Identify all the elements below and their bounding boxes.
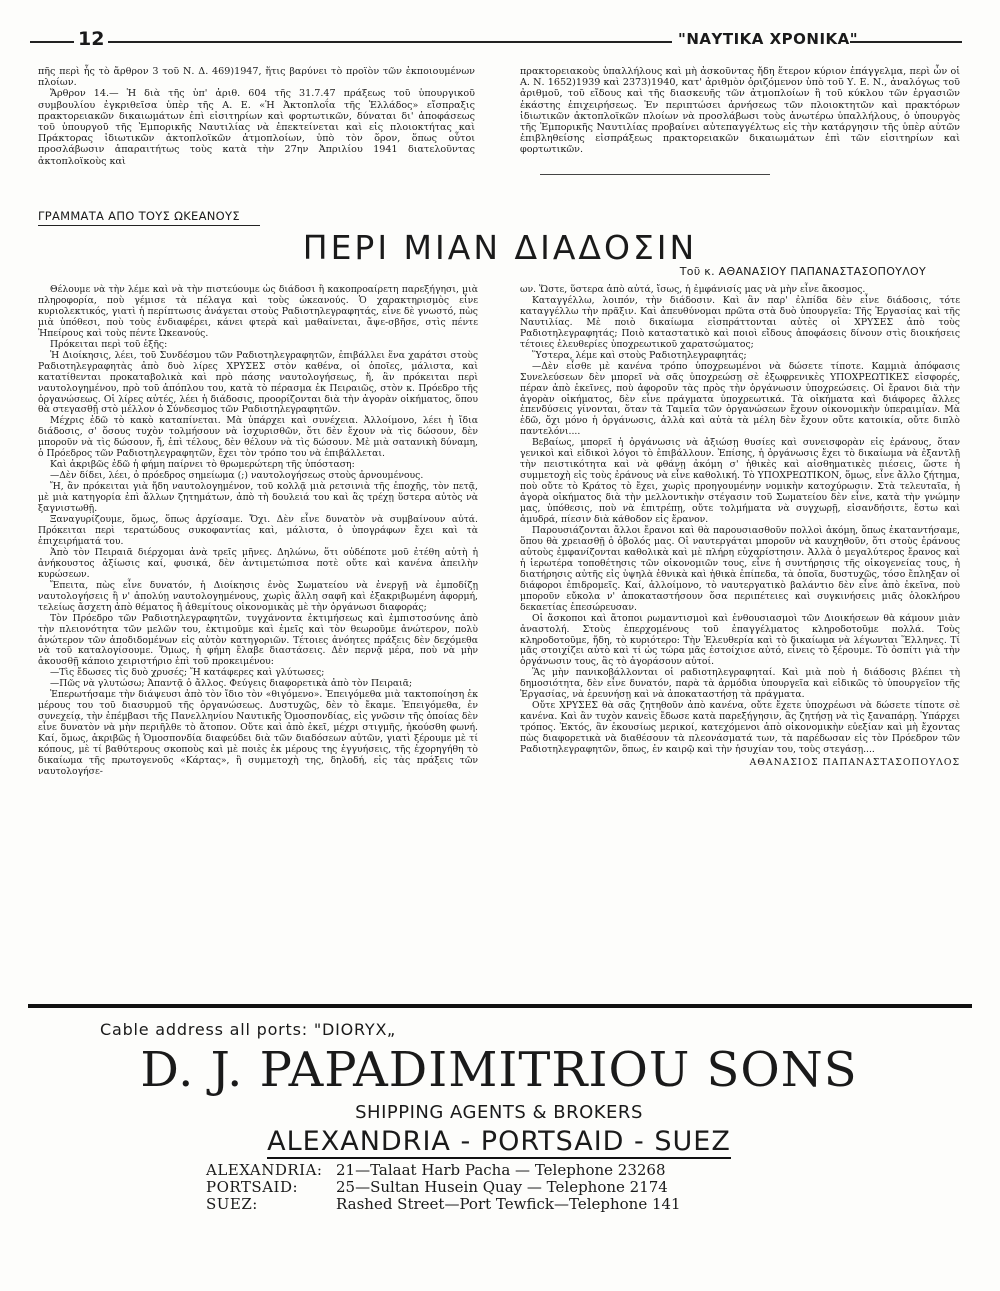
header-rule-middle xyxy=(108,41,672,43)
ad-ports xyxy=(38,1126,960,1157)
ad-address-row xyxy=(206,1196,681,1213)
article-end-rule xyxy=(540,174,770,175)
paragraph: πρακτορειακοὺς ὑπαλλήλους καὶ μὴ ἀσκοῦντας ἤδη ἕτερον κύριον ἐπάγγελμα, περὶ ὧν οἱ Α. Ν. 1652)1939 καὶ 2373)1940, κατ' ἀριθμὸν ὁριζόμενον ὑπὸ τοῦ Υ. Ε. Ν., ἀναλόγως τοῦ ἀριθμοῦ, τοῦ εἴδους καὶ τῆς διασκευῆς τῶν ἀτμοπλοίων ἢ τοῦ κύκλου τῶν ἐργασιῶν ἑκάστης ἐπιχειρήσεως. Ἐν περιπτώσει ἀρνήσεως τῶν πλοιοκτητῶν καὶ πρακτόρων ἰδιωτικῶν ἀκτοπλοϊκῶν πλοίων νὰ προσλάβωσι τοὺς ἀνωτέρω ὑπαλλήλους, ὁ ὑπουργὸς τῆς Ἐμπορικῆς Ναυτιλίας προβαίνει αὐτεπαγγέλτως εἰς τὴν κατάργησιν τῆς ὑπὲρ αὐτῶν ἐπιβληθείσης εἰσπράξεως πρακτορειακῶν δικαιωμάτων ἐπὶ τῶν εἰσιτηρίων καὶ φορτωτικῶν. xyxy=(520,66,960,156)
header-rule-left xyxy=(30,41,74,43)
ad-address: 21—Talaat Harb Pacha — Telephone 23268 xyxy=(336,1161,666,1179)
section-label-underline xyxy=(38,225,260,226)
paragraph: Βεβαίως, μπορεῖ ἡ ὀργάνωσις νὰ ἀξιώσῃ θυσίες καὶ συνεισφορὰν εἰς ἐράνους, ὅταν γενικοὶ καὶ εἰδικοὶ λόγοι τὸ ἐπιβάλλουν. Ἐπίσης, ἡ ὀργάνωσις ἔχει τὸ δικαίωμα νὰ ἐξαντλῇ τὴν πειστικότητα καὶ νὰ φθάνῃ ἀκόμη σ' ἠθικὲς καὶ αἰσθηματικὲς πιέσεις, ὥστε ἡ συμμετοχὴ εἰς τοὺς ἐράνους νὰ εἶνε καθολική. Τὸ ΥΠΟΧΡΕΩΤΙΚΟΝ, ὅμως, εἶνε ἄλλο ζήτημα, ποὺ οὔτε τὸ Κράτος τὸ ἔχει, χωρὶς προηγουμένην νομικὴν κατοχύρωσιν. Στὰ τελευταῖα, ἡ ἀγορὰ οἰκήματος διὰ τὴν μελλοντικὴν στέγασιν τοῦ Σωματείου δὲν εἶνε, κατὰ τὴν γνώμην μας, ὑπόθεσις, ποὺ νὰ ἐπιτρέπῃ, οὔτε τολμήματα νὰ συγχωρῇ, εἰσανδήσιτε, ἔστω καὶ ἀμυδρά, πίεσιν διὰ κάθοδον εἰς ἔρανον. xyxy=(520,437,960,526)
paragraph: Πρόκειται περὶ τοῦ ἑξῆς: xyxy=(50,338,168,350)
paragraph: Καταγγέλλω, λοιπόν, τὴν διάδοσιν. Καὶ ἂν παρ' ἐλπίδα δὲν εἶνε διάδοσις, τότε καταγγέλλω τὴν πρᾶξιν. Καὶ ἀπευθύνομαι πρῶτα στὰ δυὸ ὑπουργεῖα: Τῆς Ἐργασίας καὶ τῆς Ναυτιλίας. Μὲ ποιὸ δικαίωμα εἰσπράττονται αὐτὲς οἱ ΧΡΥΣΕΣ ἀπὸ τοὺς Ραδιοτηλεγραφητάς; Ποιὸ καταστατικὸ καὶ ποιοὶ εἴδους ἀποφάσεις δίνουν στὶς διοικήσεις τέτοιες ἐλευθερίες ὑποχρεωτικοῦ χαρατσώματος; xyxy=(520,294,960,350)
paragraph: Ἡ Διοίκησις, λέει, τοῦ Συνδέσμου τῶν Ραδιοτηλεγραφητῶν, ἐπιβάλλει ἕνα χαράτσι στοὺς Ραδιοτηλεγραφητὰς ἀπὸ δυὸ λίρες ΧΡΥΣΕΣ στὸν καθένα, οἱ ὁποῖες, μάλιστα, καὶ κατατίθενται προκαταβολικὰ καὶ πρὸ πάσης ναυτολογήσεως, ἤ, ἂν πρόκειται περὶ ναυτολογημένου, πρὸ τοῦ ἀπόπλου του, κατὰ τὸ πέρασμα ἐκ Πειραιῶς, στὸν κ. Πρόεδρο τῆς ὀργανώσεως. Οἱ λίρες αὐτές, λέει ἡ διάδοσις, προορίζονται διὰ τὴν ἀγορὰν οἰκήματος, ὅπου θὰ στεγασθῇ στὸ μέλλον ὁ Σύνδεσμος τῶν Ραδιοτηλεγραφητῶν. xyxy=(38,349,478,416)
paragraph: —Πῶς νὰ γλυτώσω; Ἀπαντᾷ ὁ ἄλλος. Φεύγεις διαφορετικὰ ἀπὸ τὸν Πειραιᾶ; xyxy=(50,678,413,690)
ad-address-row xyxy=(206,1179,681,1196)
top-article-right-column xyxy=(520,66,960,156)
paragraph: Καὶ ἀκριβῶς ἐδῶ ἡ φήμη παίρνει τὸ θρωμερώτερη τῆς ὑπόσταση: xyxy=(50,459,355,471)
paragraph: Μέχρις ἐδῶ τὸ κακὸ καταπίνεται. Μὰ ὑπάρχει καὶ συνέχεια. Ἀλλοίμονο, λέει ἡ ἴδια διάδοσις, σ' ὅσους τυχὸν τολμήσουν νὰ ἰσχυρισθῶν, ὅτι δὲν ἔχουν νὰ τὶς δώσουν, δὲν μποροῦν νὰ τὶς δώσουν, ἤ, ἐπὶ τέλους, δὲν θέλουν νὰ τὶς δώσουν. Μὲ μιὰ σατανικὴ δύναμη, ὁ Πρόεδρος τῶν Ραδιοτηλεγραφητῶν, ἔχει τὸν τρόπο του νὰ ἐπιβάλλεται. xyxy=(38,415,478,460)
paragraph: Τὸν Πρόεδρο τῶν Ραδιοτηλεγραφητῶν, τυγχάνοντα ἐκτιμήσεως καὶ ἐμπιστοσύνης ἀπὸ τὴν πλειονότητα τῶν μελῶν του, ἐκτιμοῦμε καὶ ἐμεῖς καὶ τὸν θεωροῦμε ἀνώτερον, πολὺ ἀνώτερον τῶν ἀποδιδομένων εἰς αὐτὸν κατηγοριῶν. Τέτοιες ἀνόητες πράξεις δὲν δεχόμεθα νὰ τοῦ καταλογίσουμε. Ὅμως, ἡ φήμη ἔλαβε διαστάσεις. Δὲν περνᾷ μέρα, ποὺ νὰ μὴν ἀκουσθῇ κάποιο χειριστήριο ἐπὶ τοῦ προκειμένου: xyxy=(38,612,478,668)
ad-city: ALEXANDRIA: xyxy=(206,1161,323,1179)
paragraph: Παρουσιάζονται ἄλλοι ἔρανοι καὶ θὰ παρουσιασθοῦν πολλοὶ ἀκόμη, ὅπως ἐκαταντήσαμε, ὅπου θὰ χρειασθῇ ὁ ὀβολός μας. Οἱ ναυτεργάται μποροῦν νὰ καυχηθοῦν, ὅτι στοὺς ἐράνους αὐτοὺς ἐμφανίζονται καθολικὰ καὶ μὲ πλήρη εὐχαρίστησιν. Ἀλλὰ ὁ μεγαλύτερος ἔρανος καὶ ἡ ἱερωτέρα τοποθέτησις τῶν οἰκονομιῶν τους, εἶνε ἡ συντήρησις τῆς οἰκογενείας τους, ἡ διατήρησις αὐτῆς εἰς ὑψηλὰ ἐθνικὰ καὶ ἠθικὰ ἐπίπεδα, τὰ ὁποῖα, δυστυχῶς, τόσο ἔπληξαν οἱ διάφοροι ἐπιδρομεῖς. Καί, ἀλλοίμονο, τὸ ναυτεργατικὸ βαλάντιο δὲν εἶνε ἀπὸ ἐκεῖνα, ποὺ μποροῦν εὔκολα ν' ἀποκαταστήσουν ὅσα περιπέτειες καὶ συγκινήσεις μιᾶς ὁλοκλήρου δεκαετίας ἐπεσώρευσαν. xyxy=(520,524,960,613)
section-label: ΓΡΑΜΜΑΤΑ ΑΠΟ ΤΟΥΣ ΩΚΕΑΝΟΥΣ xyxy=(38,209,240,223)
paragraph: —Δὲν εἶσθε μὲ κανένα τρόπο ὑποχρεωμένοι νὰ δώσετε τίποτε. Καμμιὰ ἀπόφασις Συνελεύσεων δὲν μπορεῖ νὰ σᾶς ὑποχρεώσῃ σὲ ἐξωφρενικὲς ΥΠΟΧΡΕΩΤΙΚΕΣ εἰσφορές, πέραν ἀπὸ ἐκεῖνες, ποὺ ἀφοροῦν τὰς πρὸς τὴν ὀργάνωσιν ὑποχρεώσεις. Οἱ ἔρανοι διὰ τὴν ἀγορὰν οἰκήματος, δὲν εἶνε πράγματα ὑποχρεωτικά. Τὰ οἰκήματα καὶ διάφορες ἄλλες ἐπενδύσεις γίνονται, ὅταν τὰ Ταμεῖα τῶν ὀργανώσεων ἔχουν οἰκονομικὴν ὑπεραιμίαν. Μὰ ἐδῶ, ὄχι μόνο ἡ ὀργάνωσις, ἀλλὰ καὶ αὐτὰ τὰ μέλη δὲν ἔχουν οὔτε κατοικία, οὔτε διπλὸ παντελόνι.... xyxy=(520,360,960,438)
paragraph: Ἀπὸ τὸν Πειραιᾶ διέρχομαι ἀνὰ τρεῖς μῆνες. Δηλώνω, ὅτι οὐδέποτε μοῦ ἐτέθη αὐτὴ ἡ ἀνήκουστος ἀξίωσις καί, φυσικά, δὲν ἀντιμετώπισα ποτὲ οὔτε καὶ κανένα ἀπειλὴν κυρώσεων. xyxy=(38,546,478,580)
paragraph: Ἄρθρον 14.— Ἡ διὰ τῆς ὑπ' ἀριθ. 604 τῆς 31.7.47 πράξεως τοῦ ὑπουργικοῦ συμβουλίου ἐγκριθεῖσα ὑπὲρ τῆς Α. Ε. «Ἡ Ἀκτοπλοΐα τῆς Ἑλλάδος» εἴσπραξις πρακτορειακῶν δικαιωμάτων ἐπὶ εἰσιτηρίων καὶ φορτωτικῶν, δύναται δι' ἀποφάσεως τοῦ ὑπουργοῦ τῆς Ἐμπορικῆς Ναυτιλίας νὰ ἐπεκτείνεται καὶ εἰς πλοιοκτήτας καὶ Πράκτορας ἰδιωτικῶν ἀκτοπλοϊκῶν ἀτμοπλοίων, ὑπὸ τὸν ὅρον, ὅπως οὗτοι προσλάβωσιν ἀπαραιτήτως τοὺς κατὰ τὴν 27ην Ἀπριλίου 1941 διατελοῦντας ἀκτοπλοϊκοὺς καὶ xyxy=(38,88,475,167)
advertisement-top-rule xyxy=(28,1004,972,1008)
masthead-title: "ΝΑΥΤΙΚΑ ΧΡΟΝΙΚΑ" xyxy=(678,30,859,48)
article-headline: ΠΕΡΙ ΜΙΑΝ ΔΙΑΔΟΣΙΝ xyxy=(302,228,698,267)
paragraph: —Τὶς ἔδωσες τὶς δυὸ χρυσές; Ἤ κατάφερες καὶ γλύτωσες; xyxy=(50,667,325,679)
ad-address: Rashed Street—Port Tewfick—Telephone 141 xyxy=(336,1195,681,1213)
paragraph: Ξαναγυρίζουμε, ὅμως, ὅπως ἀρχίσαμε. Ὄχι. Δὲν εἶνε δυνατὸν νὰ συμβαίνουν αὐτά. Πρόκειται περὶ τερατώδους συκοφαντίας καὶ, μάλιστα, ὁ ὑπογράφων ἔχει καὶ τὰ ἐπιχειρήματά του. xyxy=(38,514,478,547)
ad-address: 25—Sultan Husein Quay — Telephone 2174 xyxy=(336,1178,668,1196)
ad-cable-address: Cable address all ports: "DIORYX„ xyxy=(100,1020,397,1039)
ad-ports-text: ALEXANDRIA - PORTSAID - SUEZ xyxy=(267,1126,731,1157)
ad-city: PORTSAID: xyxy=(206,1178,299,1196)
top-article-left-column xyxy=(38,66,475,167)
article-signature: ΑΘΑΝΑΣΙΟΣ ΠΑΠΑΝΑΣΤΑΣΟΠΟΥΛΟΣ xyxy=(749,756,960,768)
ad-tagline: SHIPPING AGENTS & BROKERS xyxy=(355,1102,643,1123)
ad-address-list xyxy=(206,1162,681,1213)
shipping-agents-advertisement xyxy=(38,1010,960,1213)
main-article-right-column xyxy=(520,285,960,769)
paragraph: Θέλουμε νὰ τὴν λέμε καὶ νὰ τὴν πιστεύουμε ὡς διάδοσι ἢ κακοπροαίρετη παρεξήγησι, μιὰ πληροφορία, ποὺ γέμισε τὰ πέλαγα καὶ τοὺς ὠκεανούς. Ὁ χαρακτηρισμὸς εἶνε κυριολεκτικός, γιατὶ ἡ περίπτωσις ἀνάγεται στοὺς Ραδιοτηλεγραφητάς, εἶνε δὲ γνωστό, πὼς μιὰ ὑπόθεσι, ποὺ τοὺς ἐνδιαφέρει, κάνει φτερὰ καὶ μαθαίνεται, ἄψε-σβῆσε, στὶς πέντε Ἠπείρους καὶ τοὺς πέντε Ὠκεανούς. xyxy=(38,284,478,339)
paragraph: Ἂς μὴν πανικοβάλλονται οἱ ραδιοτηλεγραφηταί. Καὶ μιὰ ποὺ ἡ διάδοσις βλέπει τὴ δημοσιότητα, δὲν εἶνε δυνατόν, παρὰ τὰ ἁρμόδια ὑπουργεῖα καὶ εἰδικῶς τὸ ὑπουργεῖον τῆς Ἐργασίας, νὰ ἐρευνήσῃ καὶ νὰ ἀποκαταστήσῃ τὰ πράγματα. xyxy=(520,667,960,701)
paragraph: πῆς περὶ ἧς τὸ ἄρθρον 3 τοῦ Ν. Δ. 469)1947, ἥτις βαρύνει τὸ προϊὸν τῶν ἐκποιουμένων πλοίων. xyxy=(38,66,475,89)
paragraph: —Δὲν δίδει, λέει, ὁ πρόεδρος σημείωμα (;) ναυτολογήσεως στοὺς ἀρνουμένους. xyxy=(50,470,424,482)
paragraph: Οὔτε ΧΡΥΣΕΣ θὰ σᾶς ζητηθοῦν ἀπὸ κανένα, οὔτε ἔχετε ὑποχρέωσι νὰ δώσετε τίποτε σὲ κανένα. Καὶ ἂν τυχὸν κανεὶς ἔδωσε κατὰ παρεξήγησιν, ἂς ζητήσῃ νὰ τὶς ξαναπάρῃ. Ὑπάρχει τρόπος. Ἐκτός, ἂν ἑκουσίως μερικοί, κατεχόμενοι ἀπὸ οἰκονομικὴν εὐεξίαν καὶ μὴ ἔχοντας πὼς διαφορετικὰ νὰ διαθέσουν τὰ πλεονάσματά των, τὰ παρέδωσαν εἰς τὸν Πρόεδρον τῶν Ραδιοτηλεγραφητῶν, ὅπως, ἐν καιρῷ καὶ τὴν ἡσυχίαν του, τοὺς στεγάσῃ.... xyxy=(520,700,960,756)
paragraph: Ὕστερα, λέμε καὶ στοὺς Ραδιοτηλεγραφητάς; xyxy=(532,349,747,361)
main-article-left-column xyxy=(38,285,478,778)
ad-city: SUEZ: xyxy=(206,1195,258,1213)
paragraph: Ἐπερωτήσαμε τὴν διάψευσι ἀπὸ τὸν ἴδιο τὸν «θιγόμενο». Ἐπειγόμεθα μιὰ τακτοποίηση ἐκ μέρους του τοῦ διασυρμοῦ τῆς ὀργανώσεως. Δυστυχῶς, δὲν τὸ ἔκαμε. Ἐπειγόμεθα, ἐν συνεχείᾳ, τὴν ἐπέμβασι τῆς Πανελληνίου Ναυτικῆς Ὁμοσπονδίας, εἰς γνῶσιν τῆς ὁποίας δὲν εἶνε δυνατὸν νὰ μὴν περιῆλθε τὸ ἄτοπον. Οὔτε καὶ ἀπὸ ἐκεῖ, μέχρι στιγμῆς, ἠκούσθη φωνή. Καί, ὅμως, ἀκριβῶς ἡ Ὁμοσπονδία διαφεύδει διὰ τῶν διαδόσεων αὐτῶν, γιατὶ ξέρουμε μὲ τί κόπους, μὲ τί βαθύτερους σκοποὺς καὶ μὲ ποιὲς ἐκ μέρους της ἐγγυήσεις, τῆς ἐχορηγήθη τὸ δικαίωμα τῆς πρωτογενοῦς «Κάρτας», ἢ συμμετοχὴ της, δηλοδή, εἰς τὰς πράξεις τῶν ναυτολογήσε- xyxy=(38,689,478,777)
ad-address-row xyxy=(206,1162,681,1179)
header-rule-right xyxy=(850,41,962,43)
article-byline: Τοῦ κ. ΑΘΑΝΑΣΙΟΥ ΠΑΠΑΝΑΣΤΑΣΟΠΟΥΛΟΥ xyxy=(679,265,926,278)
paragraph: ων. Ὥστε, ὕστερα ἀπὸ αὐτά, ἴσως, ἡ ἐμφάνισίς μας νὰ μὴν εἶνε ἄκοσμος. xyxy=(520,284,866,295)
paragraph: Οἱ ἄσκοποι καὶ ἄτοποι ρωμαντισμοὶ καὶ ἐνθουσιασμοὶ τῶν Διοικήσεων θὰ κάμουν μιὰν ἀναστολή. Στοὺς ἐπερχομένους τοῦ ἐπαγγέλματος κληροδοτοῦμε πολλά. Τοὺς κληροδοτοῦμε, ἤδη, τὸ κυριότερο: Τὴν Ἐλευθερία καὶ τὸ δικαίωμα νὰ λέγωνται Ἕλληνες. Τί μᾶς στοιχίζει αὐτὸ καὶ τί ὡς τώρα μᾶς ἐστοίχισε αὐτό, εἶνεις τὸ ξέρουμε. Τὸ ὀσπίτι γιὰ τὴν ὀργάνωσιν τους, ἂς τὸ ἀγοράσουν αὐτοί. xyxy=(520,612,960,668)
page-header xyxy=(30,28,962,52)
ad-firm-name: D. J. PAPADIMITRIOU SONS xyxy=(140,1042,858,1098)
paragraph: Ἔπειτα, πὼς εἶνε δυνατόν, ἡ Διοίκησις ἑνὸς Σωματείου νὰ ἐνεργῇ νὰ ἐμποδίζῃ ναυτολογήσεις ἢ ν' ἀπολύῃ ναυτολογημένους, χωρὶς ἄλλη σαφῆ καὶ ἐξακριβωμένη ἀφορμή, τελείως ἄσχετη ἀπὸ θέματος ἢ ἀθεμίτους οἰκονομικὰς μὲ τὴν ὀργάνωσι διαφοράς; xyxy=(38,579,478,613)
page-number: 12 xyxy=(78,28,105,50)
paragraph: Ἤ, ἂν πρόκειται γιὰ ἤδη ναυτολογημένον, τοῦ κολλᾷ μιὰ ρετσινιὰ τῆς ἐποχῆς, τὸν πετᾷ, μὲ μιὰ κατηγορία ἐπὶ ἄλλων ζητημάτων, ἀπὸ τὴ δουλειά του καὶ ἂς τρέχῃ ὕστερα αὐτὸς νὰ ξαγνιστωθῇ. xyxy=(38,481,478,515)
